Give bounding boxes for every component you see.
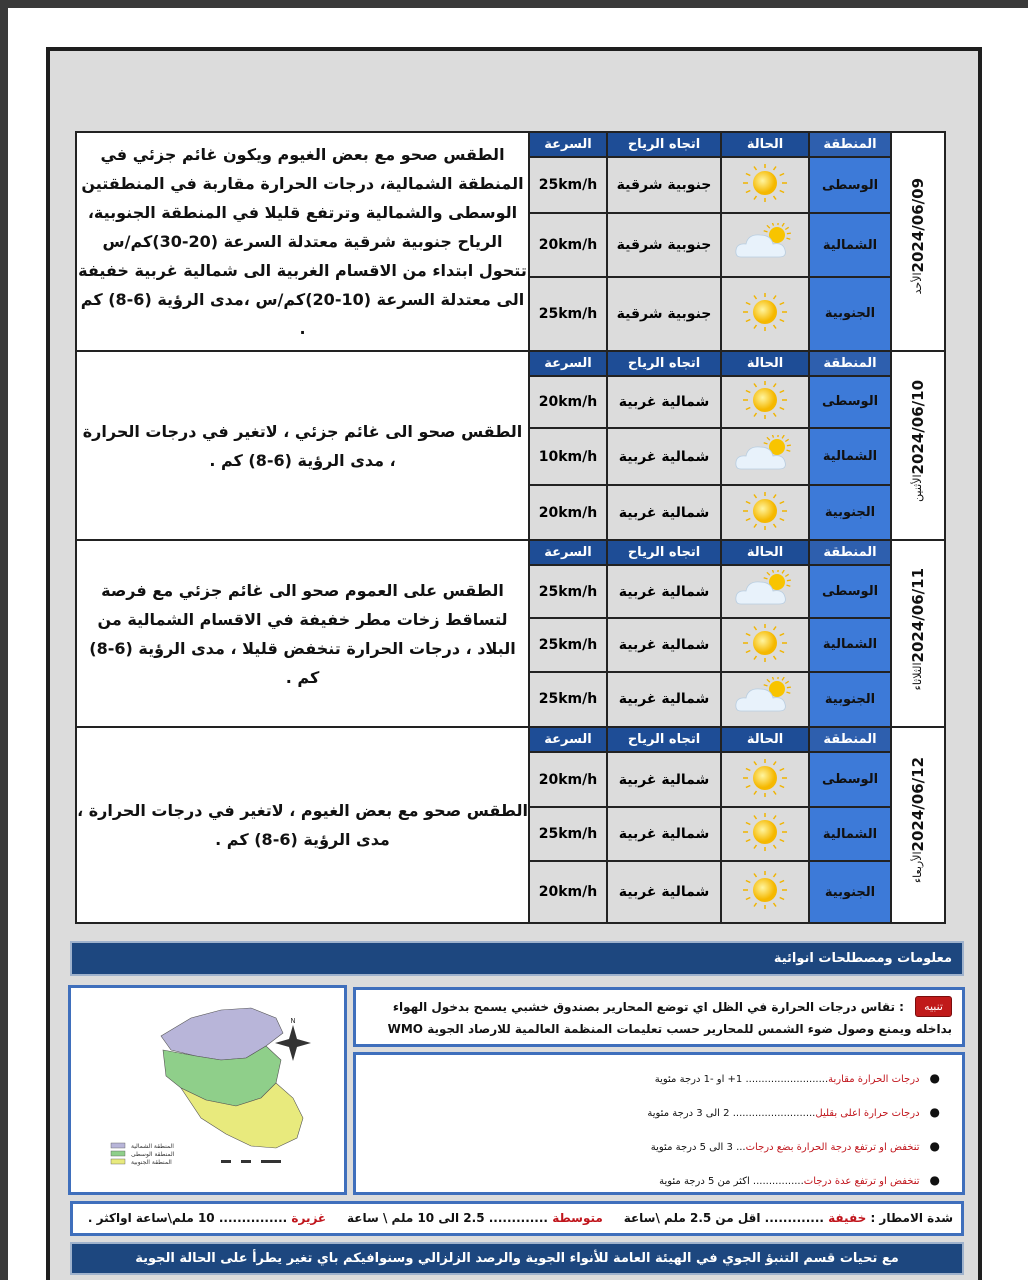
wind-direction-cell: شمالية غربية [607,428,721,485]
legend-term: تنخفض او ترتفع عدة درجات [803,1176,920,1187]
wind-speed-cell: 20km/h [529,752,607,807]
rain-light-value: ............. اقل من 2.5 ملم \ساعة [623,1211,824,1225]
day-name: الأربعاء [911,851,924,883]
condition-cell [721,157,809,213]
map-legend-south: المنطقة الجنوبية [131,1159,172,1166]
forecast-description: الطقس على العموم صحو الى غائم جزئي مع فرصة لتساقط زخات مطر خفيفة في الاقسام الشمالية من البلاد ، درجات الحرارة تنخفض قليلا ، مدى الرؤية (6-8) كم . [76,540,529,727]
wind-speed-cell: 10km/h [529,428,607,485]
condition-cell [721,752,809,807]
wind-speed-cell: 20km/h [529,213,607,277]
forecast-description: الطقس صحو مع بعض الغيوم ، لاتغير في درجات الحرارة ، مدى الرؤية (6-8) كم . [76,727,529,923]
date-label: 2024/06/12الأربعاء [909,756,927,883]
svg-text:N: N [290,1017,296,1025]
sun-icon [735,812,795,856]
legend-term: تنخفض او ترتفع درجة الحرارة بضع درجات [745,1142,920,1153]
table-header-row [76,540,945,565]
condition-cell [721,428,809,485]
wind-speed-cell: 25km/h [529,565,607,617]
legend-dots: ... [736,1142,746,1153]
wind-speed-cell: 25km/h [529,672,607,727]
partly-cloudy-icon [733,435,797,479]
condition-cell [721,376,809,428]
legend-value: 1+ او -1 درجة مئوية [654,1074,743,1085]
wind-direction-cell: شمالية غربية [607,752,721,807]
date-cell [891,540,945,727]
condition-cell [721,672,809,727]
region-cell: الشمالية [809,807,891,861]
table-header-row [76,132,945,157]
sun-icon [735,870,795,914]
wind-direction-cell: شمالية غربية [607,807,721,861]
bullet-icon: ● [929,1173,940,1187]
legend-item [378,1129,940,1163]
legend-dots: .......................... [745,1074,829,1085]
region-cell: الشمالية [809,428,891,485]
note-text: : تقاس درجات الحرارة في الظل اي توضع المحارير بصندوق خشبي يسمح بدخول الهواء بداخله ويمنع وصول ضوء الشمس للمحارير حسب تعليمات المنظمة العالمية للارصاد الجوية WMO [387,1000,952,1036]
forecast-table [75,131,946,924]
header-wind-direction: اتجاه الرياح [607,540,721,565]
header-condition: الحالة [721,540,809,565]
region-cell: الشمالية [809,213,891,277]
wind-speed-cell: 25km/h [529,807,607,861]
legend-item [378,1163,940,1197]
sun-icon [735,163,795,207]
header-condition: الحالة [721,727,809,752]
rain-heavy-label: غزيرة [291,1211,327,1225]
region-cell: الجنوبية [809,672,891,727]
region-cell: الوسطى [809,376,891,428]
condition-cell [721,565,809,617]
table-header-row [76,727,945,752]
region-map [68,985,347,1195]
wind-direction-cell: جنوبية شرقية [607,157,721,213]
condition-cell [721,485,809,540]
condition-cell [721,618,809,672]
sun-icon [735,292,795,336]
partly-cloudy-icon [733,677,797,721]
forecast-description: الطقس صحو الى غائم جزئي ، لاتغير في درجات الحرارة ، مدى الرؤية (6-8) كم . [76,351,529,541]
region-cell: الجنوبية [809,861,891,923]
rain-heavy-value: ............... 10 ملم\ساعة اواكثر . [87,1211,288,1225]
legend-term: درجات الحرارة مقاربة [828,1074,920,1085]
wind-direction-cell: شمالية غربية [607,861,721,923]
region-cell: الوسطى [809,752,891,807]
wind-direction-cell: شمالية غربية [607,485,721,540]
condition-cell [721,861,809,923]
condition-cell [721,277,809,351]
sun-icon [735,380,795,424]
bullet-icon: ● [929,1139,940,1153]
region-cell: الوسطى [809,157,891,213]
region-cell: الجنوبية [809,485,891,540]
wind-speed-cell: 25km/h [529,157,607,213]
day-name: الثلاثاء [911,661,924,690]
compass-rose-icon [275,1017,311,1061]
temperature-terms-list [353,1052,965,1195]
header-wind-direction: اتجاه الرياح [607,351,721,376]
wind-direction-cell: شمالية غربية [607,618,721,672]
info-section-title: معلومات ومصطلحات انوائية [70,941,964,976]
wind-direction-cell: جنوبية شرقية [607,277,721,351]
sun-icon [735,491,795,535]
map-legend [111,1143,175,1166]
bullet-icon: ● [929,1105,940,1119]
legend-item [378,1095,940,1129]
header-region: المنطقة [809,132,891,157]
wind-speed-cell: 20km/h [529,376,607,428]
partly-cloudy-icon [733,223,797,267]
alert-badge: تنبيه [915,996,952,1017]
header-wind-speed: السرعة [529,540,607,565]
region-cell: الجنوبية [809,277,891,351]
legend-term: درجات حرارة اعلى بقليل [815,1108,920,1119]
header-wind-direction: اتجاه الرياح [607,727,721,752]
partly-cloudy-icon [733,570,797,614]
legend-dots: .......................... [732,1108,816,1119]
table-header-row [76,351,945,376]
map-legend-central: المنطقة الوسطى [131,1151,175,1158]
header-condition: الحالة [721,132,809,157]
map-legend-north: المنطقة الشمالية [131,1143,174,1150]
date-cell [891,727,945,923]
forecast-description: الطقس صحو مع بعض الغيوم ويكون غائم جزئي في المنطقة الشمالية، درجات الحرارة مقاربة في المنطقتين الوسطى والشمالية وترتفع قليلا في المنطقة الجنوبية، الرياح جنوبية شرقية معتدلة السرعة (20-30)كم/س تتحول ابتداء من الاقسام الغربية الى شمالية غربية خفيفة الى معتدلة السرعة (10-20)كم/س ،مدى الرؤية (6-8) كم . [76,132,529,351]
header-wind-speed: السرعة [529,132,607,157]
bullet-icon: ● [929,1071,940,1085]
iraq-regions-map [71,988,344,1192]
legend-value: 2 الى 3 درجة مئوية [647,1108,730,1119]
region-cell: الشمالية [809,618,891,672]
footer-banner: مع تحيات قسم التنبؤ الجوي في الهيئة العامة للأنواء الجوية والرصد الزلزالي وسنوافيكم باي تغير يطرأ على الحالة الجوية [70,1242,964,1275]
rain-light-label: خفيفة [828,1211,867,1225]
legend-item [378,1061,940,1095]
wind-speed-cell: 20km/h [529,485,607,540]
rain-label: شدة الامطار : [870,1211,953,1225]
day-name: الأحد [911,272,924,295]
wind-speed-cell: 20km/h [529,861,607,923]
date-cell [891,351,945,541]
condition-cell [721,807,809,861]
legend-value: 3 الى 5 درجة مئوية [650,1142,733,1153]
wind-direction-cell: شمالية غربية [607,672,721,727]
wind-speed-cell: 25km/h [529,277,607,351]
header-condition: الحالة [721,351,809,376]
sun-icon [735,623,795,667]
header-wind-speed: السرعة [529,727,607,752]
temperature-note [353,987,965,1047]
header-wind-direction: اتجاه الرياح [607,132,721,157]
sun-icon [735,758,795,802]
legend-value: اكثر من 5 درجة مئوية [659,1176,750,1187]
header-region: المنطقة [809,727,891,752]
date-label: 2024/06/11الثلاثاء [909,567,927,690]
day-name: الأثنين [911,474,924,502]
date-cell [891,132,945,351]
date-label: 2024/06/10الأثنين [909,379,927,502]
wind-speed-cell: 25km/h [529,618,607,672]
header-region: المنطقة [809,351,891,376]
wind-direction-cell: شمالية غربية [607,565,721,617]
wind-direction-cell: شمالية غربية [607,376,721,428]
rain-moderate-value: ............. 2.5 الى 10 ملم \ ساعة [347,1211,548,1225]
rain-moderate-label: متوسطة [552,1211,603,1225]
map-scale-bar [221,1160,281,1163]
legend-dots: ................ [752,1176,804,1187]
wind-direction-cell: جنوبية شرقية [607,213,721,277]
rain-intensity-scale [70,1201,964,1236]
header-wind-speed: السرعة [529,351,607,376]
condition-cell [721,213,809,277]
header-region: المنطقة [809,540,891,565]
region-cell: الوسطى [809,565,891,617]
date-label: 2024/06/09الأحد [909,178,927,295]
